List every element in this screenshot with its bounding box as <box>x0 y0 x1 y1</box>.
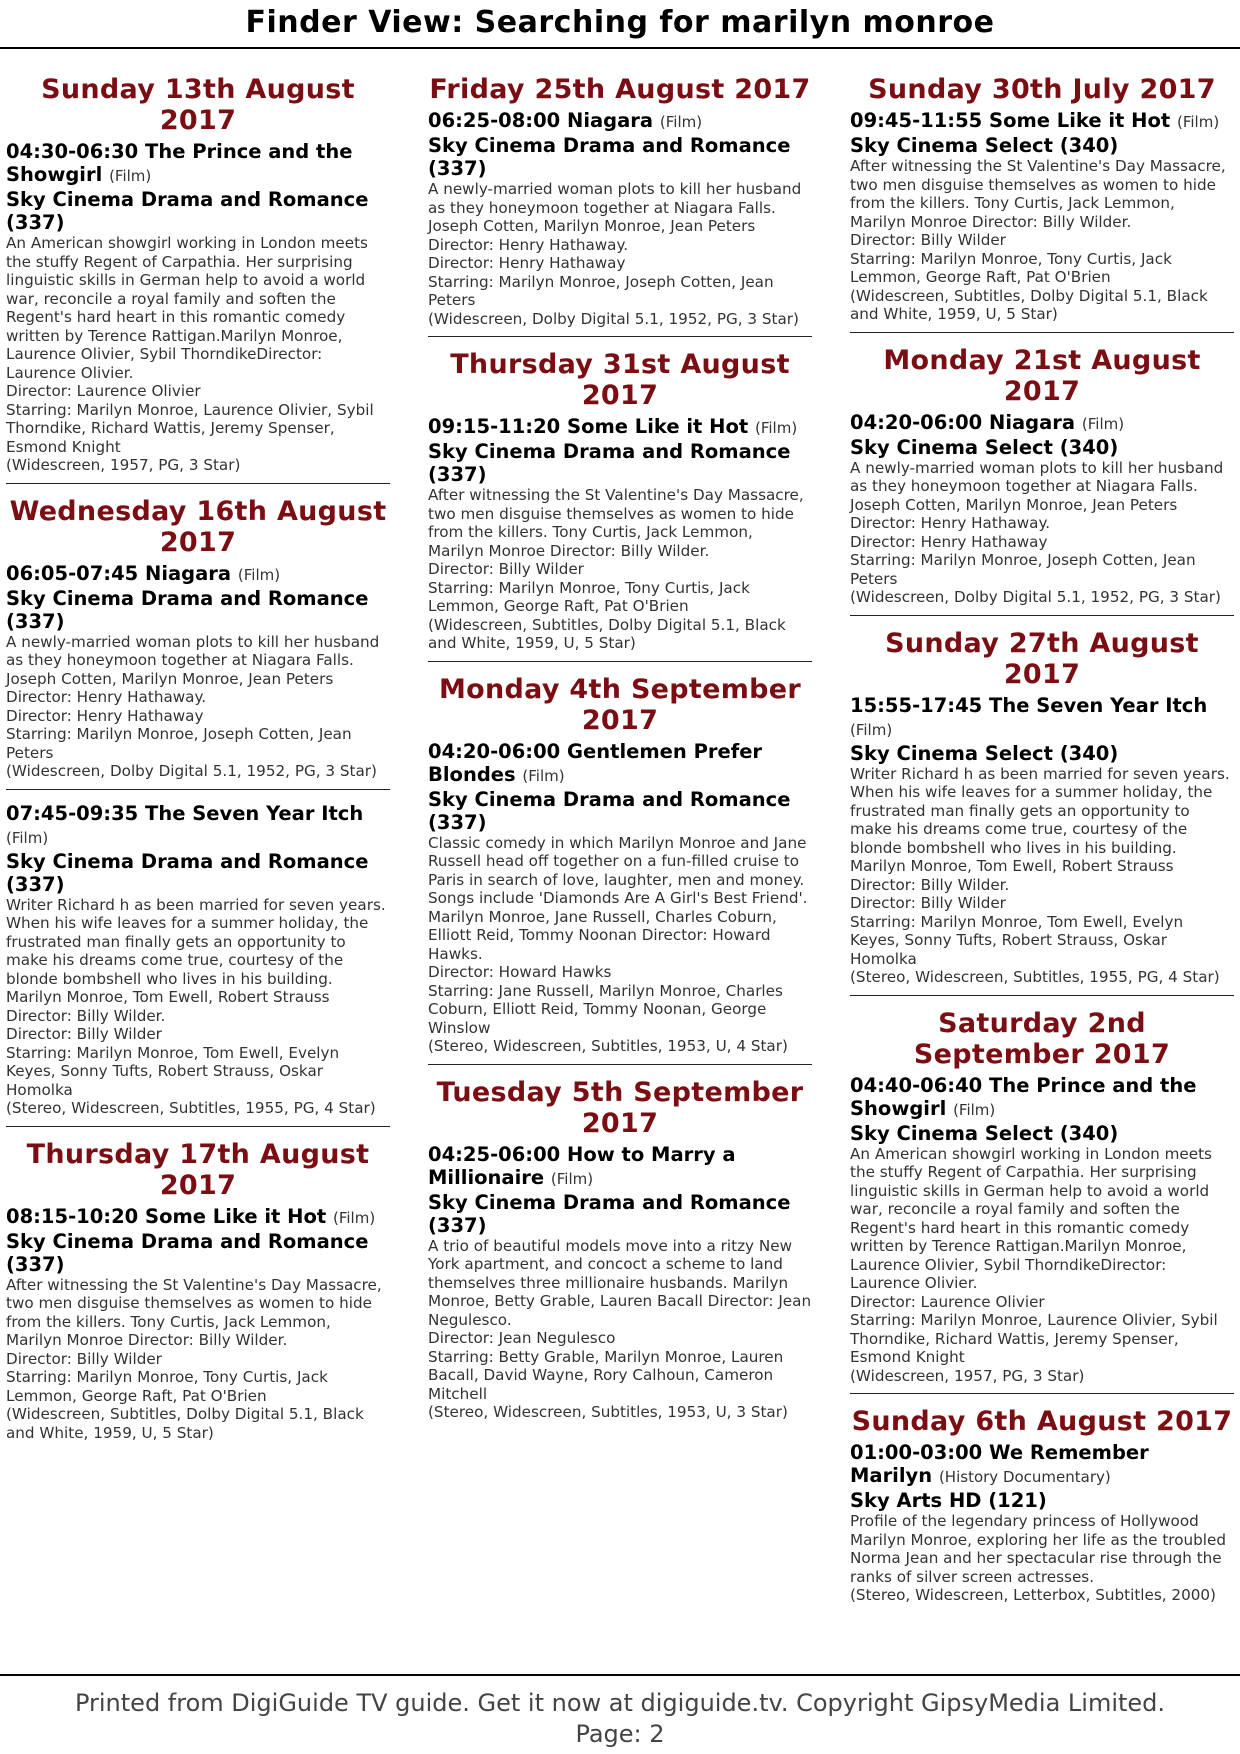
page-title: Finder View: Searching for marilyn monroe <box>245 5 995 40</box>
programme-description: Writer Richard h as been married for seven years. When his wife leaves for a summer holiday, the frustrated man finally gets an opportunity to make his dreams come true, courtesy of the blonde bombshell who lives in his building. Marilyn Monroe, Tom Ewell, Robert Strauss Director: Billy Wilder. <box>6 895 386 1025</box>
programme-time-title: 04:20-06:00 Gentlemen Prefer Blondes <box>428 739 763 786</box>
listing-entry <box>850 345 1234 616</box>
listing-date: Wednesday 16th August 2017 <box>9 495 387 558</box>
listing-column-1 <box>6 72 390 1462</box>
listing-entry <box>428 1077 812 1430</box>
listing-entry <box>428 349 812 662</box>
programme-description: Writer Richard h as been married for seven years. When his wife leaves for a summer holiday, the frustrated man finally gets an opportunity to make his dreams come true, courtesy of the blonde bombshell who lives in his building. Marilyn Monroe, Tom Ewell, Robert Strauss Director: Billy Wilder. <box>850 764 1230 894</box>
channel-name: Sky Cinema Drama and Romance (337) <box>6 188 369 234</box>
programme-director: Director: Billy Wilder <box>428 560 584 578</box>
programme-cast: Starring: Marilyn Monroe, Laurence Olivier, Sybil Thorndike, Richard Wattis, Jeremy Spenser, Esmond Knight <box>850 1311 1218 1366</box>
programme-cast: Starring: Betty Grable, Marilyn Monroe, Lauren Bacall, David Wayne, Rory Calhoun, Cameron Mitchell <box>428 1347 784 1403</box>
listing-date: Sunday 13th August 2017 <box>41 74 355 136</box>
programme-cast: Starring: Marilyn Monroe, Joseph Cotten, Jean Peters <box>428 272 774 309</box>
programme-time-title: 04:40-06:40 The Prince and the Showgirl <box>850 1073 1197 1120</box>
programme-title[interactable] <box>6 140 390 188</box>
programme-cast: Starring: Marilyn Monroe, Joseph Cotten, Jean Peters <box>6 725 352 762</box>
listing-date: Tuesday 5th September 2017 <box>436 1076 804 1139</box>
programme-cast: Starring: Marilyn Monroe, Tony Curtis, Jack Lemmon, George Raft, Pat O'Brien <box>6 1368 328 1405</box>
programme-info: (Widescreen, Subtitles, Dolby Digital 5.1, Black and White, 1959, U, 5 Star) <box>428 615 786 652</box>
programme-description: A newly-married woman plots to kill her husband as they honeymoon together at Niagara Falls. Joseph Cotten, Marilyn Monroe, Jean Peters Director: Henry Hathaway. <box>850 458 1224 532</box>
programme-description: A trio of beautiful models move into a ritzy New York apartment, and concoct a scheme to land themselves three millionaire husbands. Marilyn Monroe, Betty Grable, Lauren Bacall Director: Jean Negulesco. <box>428 1236 812 1329</box>
programme-info: (Widescreen, Subtitles, Dolby Digital 5.1, Black and White, 1959, U, 5 Star) <box>850 286 1208 323</box>
channel-name: Sky Cinema Select (340) <box>850 435 1119 459</box>
listing-entry <box>6 74 390 484</box>
listing-date: Sunday 27th August 2017 <box>885 627 1199 690</box>
channel-name: Sky Cinema Drama and Romance (337) <box>6 1229 369 1276</box>
programme-time-title: 06:25-08:00 Niagara <box>428 109 654 132</box>
programme-description: An American showgirl working in London meets the stuffy Regent of Carpathia. Her surprising linguistic skills in German help to avoid a world war, reconcile a royal family and soften the Regent's hard heart in this romantic comedy written by Terence Rattigan.Marilyn Monroe, Laurence Olivier, Sybil ThorndikeDirector: Laurence Olivier. <box>850 1144 1212 1292</box>
listing-column-3 <box>850 72 1234 1625</box>
programme-time-title: 15:55-17:45 The Seven Year Itch <box>850 693 1208 717</box>
programme-description: After witnessing the St Valentine's Day Massacre, two men disguise themselves as women to hide from the killers. Tony Curtis, Jack Lemmon, Marilyn Monroe Director: Billy Wilder. <box>428 486 804 560</box>
programme-info: (Widescreen, Dolby Digital 5.1, 1952, PG, 3 Star) <box>850 588 1221 606</box>
programme-type: (Film) <box>755 419 798 437</box>
programme-cast: Starring: Marilyn Monroe, Tony Curtis, Jack Lemmon, George Raft, Pat O'Brien <box>850 249 1172 286</box>
programme-type: (Film) <box>333 1208 376 1227</box>
programme-title[interactable] <box>428 415 812 440</box>
programme-time-title: 04:30-06:30 The Prince and the Showgirl <box>6 140 353 186</box>
programme-type: (Film) <box>6 828 49 847</box>
programme-time-title: 01:00-03:00 We Remember Marilyn <box>850 1441 1149 1487</box>
listing-date: Saturday 2nd September 2017 <box>913 1007 1171 1070</box>
listing-entry <box>850 628 1234 996</box>
programme-type: (Film) <box>550 1169 594 1188</box>
programme-director: Director: Henry Hathaway <box>428 254 626 272</box>
programme-description: A newly-married woman plots to kill her husband as they honeymoon together at Niagara Falls. Joseph Cotten, Marilyn Monroe, Jean Peters Director: Henry Hathaway. <box>6 632 380 706</box>
programme-info: (Widescreen, 1957, PG, 3 Star) <box>850 1366 1085 1385</box>
programme-type: (Film) <box>109 167 152 185</box>
programme-description: Classic comedy in which Marilyn Monroe and Jane Russell head off together on a fun-filled cruise to Paris in search of love, laughter, men and money. Songs include 'Diamonds Are A Girl's Best Friend'. Marilyn Monroe, Jane Russell, Charles Coburn, Elliott Reid, Tommy Noonan Director: Howard Hawks. <box>428 833 808 963</box>
channel-name: Sky Cinema Drama and Romance (337) <box>6 849 369 896</box>
programme-cast: Starring: Marilyn Monroe, Tom Ewell, Evelyn Keyes, Sonny Tufts, Robert Strauss, Oskar Homolka <box>850 912 1184 968</box>
programme-title[interactable] <box>850 109 1234 134</box>
listing-entry <box>850 1406 1234 1613</box>
channel-name: Sky Cinema Drama and Romance (337) <box>428 1190 791 1237</box>
programme-title[interactable] <box>850 411 1234 436</box>
channel-name: Sky Cinema Select (340) <box>850 1121 1119 1145</box>
title-divider <box>0 47 1240 49</box>
listing-date: Sunday 30th July 2017 <box>868 74 1216 105</box>
programme-title[interactable] <box>428 740 812 788</box>
programme-info: (Stereo, Widescreen, Subtitles, 1955, PG, 4 Star) <box>850 968 1220 986</box>
programme-description: Profile of the legendary princess of Hollywood Marilyn Monroe, exploring her life as the troubled Norma Jean and her spectacular rise through the ranks of silver screen actresses. <box>850 1512 1226 1586</box>
programme-title[interactable] <box>850 1074 1234 1122</box>
channel-name: Sky Cinema Drama and Romance (337) <box>428 787 791 834</box>
programme-type: (Film) <box>850 720 893 739</box>
programme-title[interactable] <box>6 562 390 587</box>
programme-director: Director: Henry Hathaway <box>6 706 204 725</box>
programme-time-title: 07:45-09:35 The Seven Year Itch <box>6 801 364 825</box>
programme-director: Director: Howard Hawks <box>428 963 612 981</box>
programme-type: (History Documentary) <box>938 1468 1111 1486</box>
programme-time-title: 08:15-10:20 Some Like it Hot <box>6 1204 327 1228</box>
listing-entry <box>428 674 812 1065</box>
programme-time-title: 09:15-11:20 Some Like it Hot <box>428 415 749 438</box>
programme-info: (Widescreen, 1957, PG, 3 Star) <box>6 456 241 474</box>
listing-date: Thursday 31st August 2017 <box>450 349 790 411</box>
programme-cast: Starring: Marilyn Monroe, Joseph Cotten, Jean Peters <box>850 551 1196 588</box>
channel-name: Sky Arts HD (121) <box>850 1489 1047 1512</box>
listing-date: Friday 25th August 2017 <box>429 74 811 105</box>
listing-column-2 <box>428 72 812 1442</box>
programme-info: (Stereo, Widescreen, Subtitles, 1955, PG, 4 Star) <box>6 1099 376 1117</box>
programme-info: (Widescreen, Subtitles, Dolby Digital 5.1, Black and White, 1959, U, 5 Star) <box>6 1405 364 1442</box>
programme-title[interactable] <box>6 1205 390 1230</box>
programme-director: Director: Billy Wilder <box>850 894 1006 912</box>
programme-type: (Film) <box>237 565 281 584</box>
channel-name: Sky Cinema Select (340) <box>850 134 1119 157</box>
programme-info: (Widescreen, Dolby Digital 5.1, 1952, PG, 3 Star) <box>6 762 377 780</box>
programme-description: A newly-married woman plots to kill her husband as they honeymoon together at Niagara Falls. Joseph Cotten, Marilyn Monroe, Jean Peters Director: Henry Hathaway. <box>428 180 802 254</box>
programme-description: An American showgirl working in London meets the stuffy Regent of Carpathia. Her surprising linguistic skills in German help to avoid a world war, reconcile a royal family and soften the Regent's hard heart in this romantic comedy written by Terence Rattigan.Marilyn Monroe, Laurence Olivier, Sybil ThorndikeDirector: Laurence Olivier. <box>6 234 368 382</box>
listing-date: Monday 21st August 2017 <box>883 344 1201 407</box>
listing-date: Sunday 6th August 2017 <box>851 1406 1233 1437</box>
footer-divider <box>0 1674 1240 1676</box>
programme-time-title: 06:05-07:45 Niagara <box>6 561 232 585</box>
programme-info: (Stereo, Widescreen, Subtitles, 1953, U, 3 Star) <box>428 1403 788 1421</box>
programme-title[interactable] <box>428 109 812 134</box>
programme-director: Director: Billy Wilder <box>850 231 1006 249</box>
channel-name: Sky Cinema Drama and Romance (337) <box>6 586 369 633</box>
programme-cast: Starring: Marilyn Monroe, Laurence Olivier, Sybil Thorndike, Richard Wattis, Jeremy Spenser, Esmond Knight <box>6 400 374 456</box>
programme-description: After witnessing the St Valentine's Day Massacre, two men disguise themselves as women to hide from the killers. Tony Curtis, Jack Lemmon, Marilyn Monroe Director: Billy Wilder. <box>850 157 1226 231</box>
programme-type: (Film) <box>522 766 565 785</box>
programme-title[interactable] <box>6 802 390 850</box>
programme-cast: Starring: Jane Russell, Marilyn Monroe, Charles Coburn, Elliott Reid, Tommy Noonan, George Winslow <box>428 981 783 1037</box>
listing-entry <box>6 496 390 790</box>
programme-title[interactable] <box>850 1441 1234 1489</box>
programme-type: (Film) <box>1081 414 1125 433</box>
programme-director: Director: Billy Wilder <box>6 1025 162 1043</box>
programme-director: Director: Laurence Olivier <box>850 1292 1045 1311</box>
channel-name: Sky Cinema Drama and Romance (337) <box>428 440 791 486</box>
programme-type: (Film) <box>659 113 703 131</box>
programme-type: (Film) <box>953 1100 996 1119</box>
programme-cast: Starring: Marilyn Monroe, Tony Curtis, Jack Lemmon, George Raft, Pat O'Brien <box>428 578 750 615</box>
listing-entry <box>428 74 812 337</box>
programme-director: Director: Jean Negulesco <box>428 1329 616 1347</box>
footer-text: Printed from DigiGuide TV guide. Get it now at digiguide.tv. Copyright GipsyMedia Limited. Page: 2 <box>74 1689 1166 1748</box>
programme-cast: Starring: Marilyn Monroe, Tom Ewell, Evelyn Keyes, Sonny Tufts, Robert Strauss, Oskar Homolka <box>6 1043 340 1099</box>
programme-title[interactable] <box>428 1143 812 1191</box>
programme-director: Director: Henry Hathaway <box>850 532 1048 551</box>
listing-date: Monday 4th September 2017 <box>438 673 802 736</box>
listing-entry <box>850 1008 1234 1395</box>
programme-info: (Widescreen, Dolby Digital 5.1, 1952, PG, 3 Star) <box>428 309 799 328</box>
channel-name: Sky Cinema Select (340) <box>850 741 1119 765</box>
programme-type: (Film) <box>1177 113 1220 131</box>
listing-entry <box>6 802 390 1127</box>
programme-time-title: 04:20-06:00 Niagara <box>850 410 1076 434</box>
programme-info: (Stereo, Widescreen, Subtitles, 1953, U, 4 Star) <box>428 1037 788 1055</box>
listing-entry <box>850 74 1234 333</box>
programme-title[interactable] <box>850 694 1234 742</box>
programme-time-title: 04:25-06:00 How to Marry a Millionaire <box>428 1142 736 1189</box>
programme-time-title: 09:45-11:55 Some Like it Hot <box>850 109 1171 132</box>
programme-director: Director: Billy Wilder <box>6 1349 162 1368</box>
listing-entry <box>6 1139 390 1451</box>
programme-description: After witnessing the St Valentine's Day Massacre, two men disguise themselves as women to hide from the killers. Tony Curtis, Jack Lemmon, Marilyn Monroe Director: Billy Wilder. <box>6 1275 382 1349</box>
programme-info: (Stereo, Widescreen, Letterbox, Subtitles, 2000) <box>850 1586 1216 1604</box>
channel-name: Sky Cinema Drama and Romance (337) <box>428 134 791 180</box>
listing-date: Thursday 17th August 2017 <box>26 1138 370 1201</box>
programme-director: Director: Laurence Olivier <box>6 382 201 400</box>
